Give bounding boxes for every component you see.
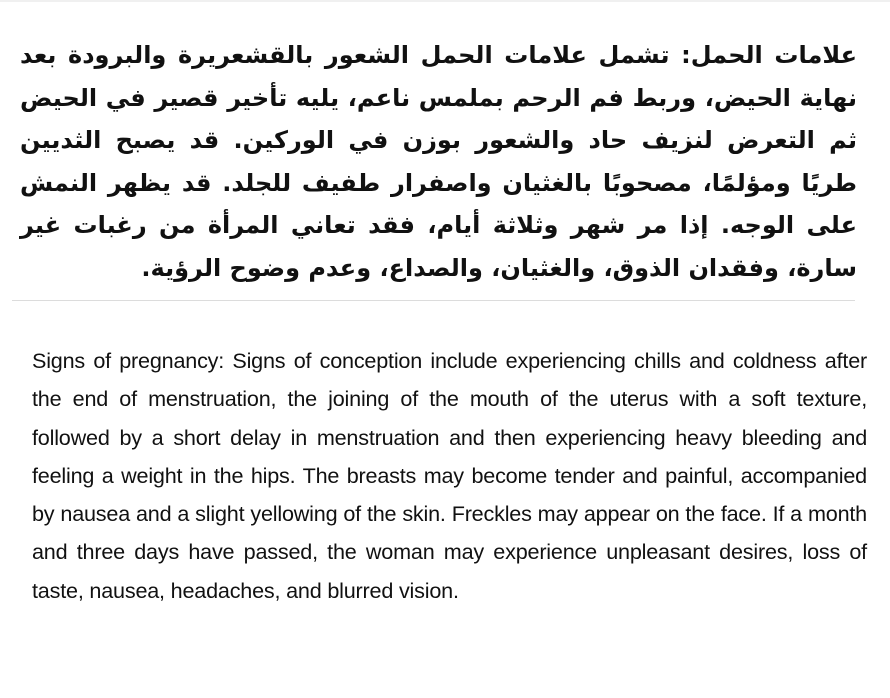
top-edge-border: [0, 0, 890, 2]
section-divider: [12, 300, 855, 301]
english-translation-paragraph: Signs of pregnancy: Signs of conception include experiencing chills and coldness after the end of menstruation, the joining of the mouth of the uterus with a soft texture, followed by a short delay in menstruation and then experiencing heavy bleeding and feeling a weight in the hips. The breasts may become tender and painful, accompanied by nausea and a slight yellowing of the skin. Freckles may appear on the face. If a month and three days have passed, the woman may experience unpleasant desires, loss of taste, nausea, headaches, and blurred vision.: [32, 348, 867, 603]
arabic-paragraph: علامات الحمل: تشمل علامات الحمل الشعور بالقشعريرة والبرودة بعد نهاية الحيض، وربط فم الرحم بملمس ناعم، يليه تأخير قصير في الحيض ثم التعرض لنزيف حاد والشعور بوزن في الوركين. قد يصبح الثديين طريًا ومؤلمًا، مصحوبًا بالغثيان واصفرار طفيف للجلد. قد يظهر النمش على الوجه. إذا مر شهر وثلاثة أيام، فقد تعاني المرأة من رغبات غير سارة، وفقدان الذوق، والغثيان، والصداع، وعدم وضوح الرؤية.: [20, 41, 857, 282]
